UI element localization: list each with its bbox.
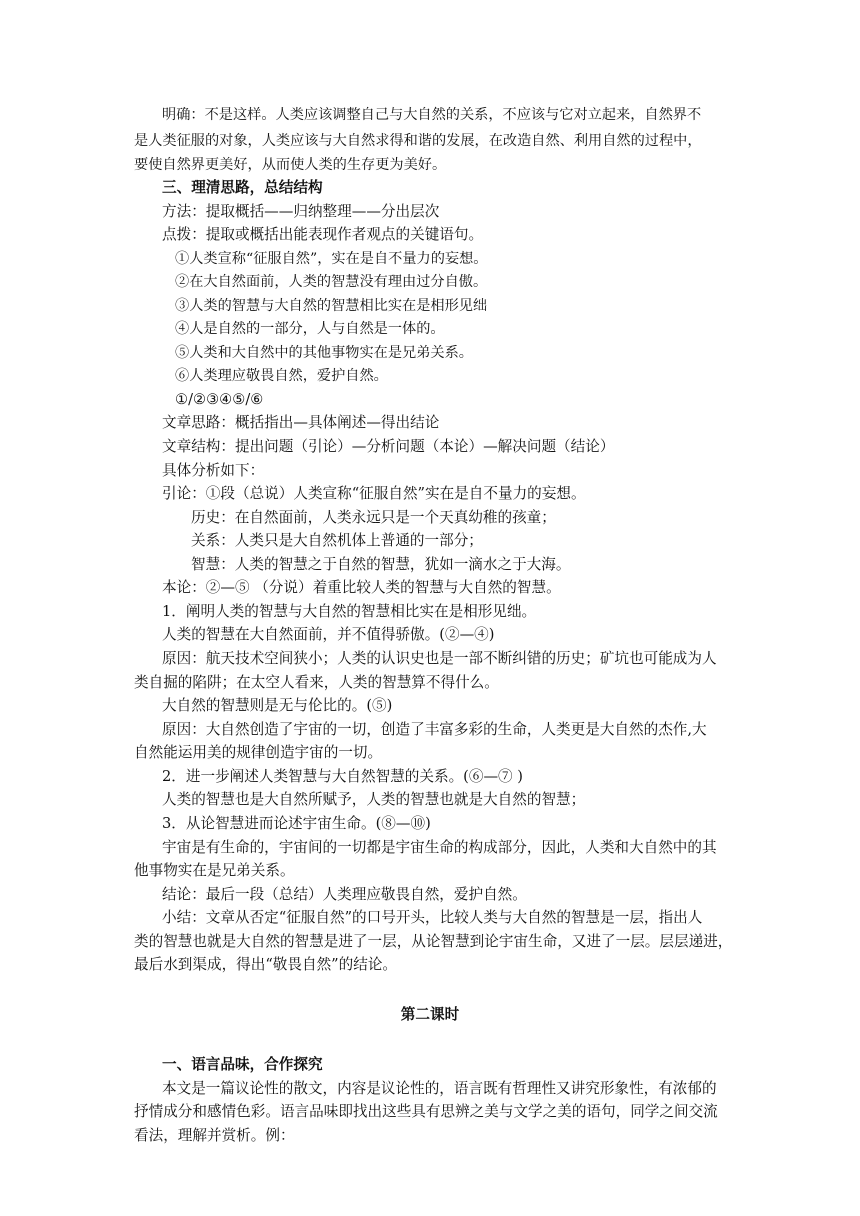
list-item: ③人类的智慧与大自然的智慧相比实在是相形见绌 (175, 298, 488, 314)
text-line: 最后水到渠成，得出“敬畏自然”的结论。 (134, 956, 398, 973)
text-line: 类自掘的陷阱；在太空人看来，人类的智慧算不得什么。 (134, 674, 499, 691)
text-line: 引论：①段（总说）人类宣称“征服自然”实在是自不量力的妄想。 (162, 485, 586, 502)
list-item: ①人类宣称“征服自然”，实在是自不量力的妄想。 (175, 251, 488, 267)
text-line: 自然能运用美的规律创造宇宙的一切。 (134, 744, 383, 761)
text-line: 宇宙是有生命的，宇宙间的一切都是宇宙生命的构成部分，因此，人类和大自然中的其 (162, 839, 717, 856)
text-line: 点拨：提取或概括出能表现作者观点的关键语句。 (162, 226, 484, 243)
text-line: 历史：在自然面前，人类永远只是一个天真幼稚的孩童； (191, 509, 556, 526)
text-line: 具体分析如下： (162, 462, 265, 479)
text-line: 本论：②—⑤ （分说）着重比较人类的智慧与大自然的智慧。 (162, 579, 561, 596)
text-line: 类的智慧也就是大自然的智慧是进了一层，从论智慧到论宇宙生命，又进了一层。层层递进， (134, 933, 733, 950)
text-line: 文章结构：提出问题（引论）—分析问题（本论）—解决问题（结论） (162, 438, 615, 455)
text-line: 他事物实在是兄弟关系。 (134, 862, 295, 879)
text-line: 人类的智慧在大自然面前，并不值得骄傲。(②—④) (162, 626, 495, 643)
text-line: 3．从论智慧进而论述宇宙生命。(⑧—⑩) (162, 815, 431, 832)
text-line: 结论：最后一段（总结）人类理应敬畏自然，爱护自然。 (162, 886, 527, 903)
text-line: 抒情成分和感情色彩。语言品味即找出这些具有思辨之美与文学之美的语句，同学之间交流 (134, 1103, 718, 1120)
text-line: 看法，理解并赏析。例： (134, 1127, 295, 1144)
text-line: 智慧：人类的智慧之于自然的智慧，犹如一滴水之于大海。 (191, 556, 571, 573)
list-item: ⑤人类和大自然中的其他事物实在是兄弟关系。 (175, 345, 473, 361)
text-line: 明确：不是这样。人类应该调整自己与大自然的关系，不应该与它对立起来，自然界不 (162, 107, 702, 123)
text-line: 原因：大自然创造了宇宙的一切，创造了丰富多彩的生命，人类更是大自然的杰作,大 (162, 721, 707, 738)
section-heading: 一、语言品味，合作探究 (162, 1056, 323, 1073)
text-line: 原因：航天技术空间狭小；人类的认识史也是一部不断纠错的历史；矿坑也可能成为人 (162, 650, 717, 667)
text-line: 要使自然界更美好，从而使人类的生存更为美好。 (134, 157, 447, 173)
list-item: ⑥人类理应敬畏自然，爱护自然。 (175, 368, 388, 384)
text-line: 是人类征服的对象，人类应该与大自然求得和谐的发展，在改造自然、利用自然的过程中， (134, 133, 702, 149)
text-line: 文章思路：概括指出—具体阐述—得出结论 (162, 414, 440, 431)
text-line: 方法：提取概括——归纳整理——分出层次 (162, 203, 440, 220)
text-line: 大自然的智慧则是无与伦比的。(⑤) (162, 697, 393, 714)
text-line: 2．进一步阐述人类智慧与大自然智慧的关系。(⑥—⑦ ) (162, 768, 523, 785)
lesson-title: 第二课时 (400, 1006, 460, 1023)
text-line: 本文是一篇议论性的散文，内容是议论性的，语言既有哲理性又讲究形象性，有浓郁的 (162, 1080, 717, 1097)
list-item: ②在大自然面前，人类的智慧没有理由过分自傲。 (175, 274, 488, 290)
text-line: 关系：人类只是大自然机体上普通的一部分； (191, 532, 483, 549)
text-line: 人类的智慧也是大自然所赋予，人类的智慧也就是大自然的智慧； (162, 791, 586, 808)
section-heading: 三、理清思路，总结结构 (162, 179, 323, 196)
text-line: 小结：文章从否定“征服自然”的口号开头，比较人类与大自然的智慧是一层，指出人 (162, 909, 703, 926)
list-item: ④人是自然的一部分，人与自然是一体的。 (175, 321, 445, 337)
text-line: 1．阐明人类的智慧与大自然的智慧相比实在是相形见绌。 (162, 603, 537, 620)
list-item: ①/②③④⑤/⑥ (175, 391, 264, 408)
